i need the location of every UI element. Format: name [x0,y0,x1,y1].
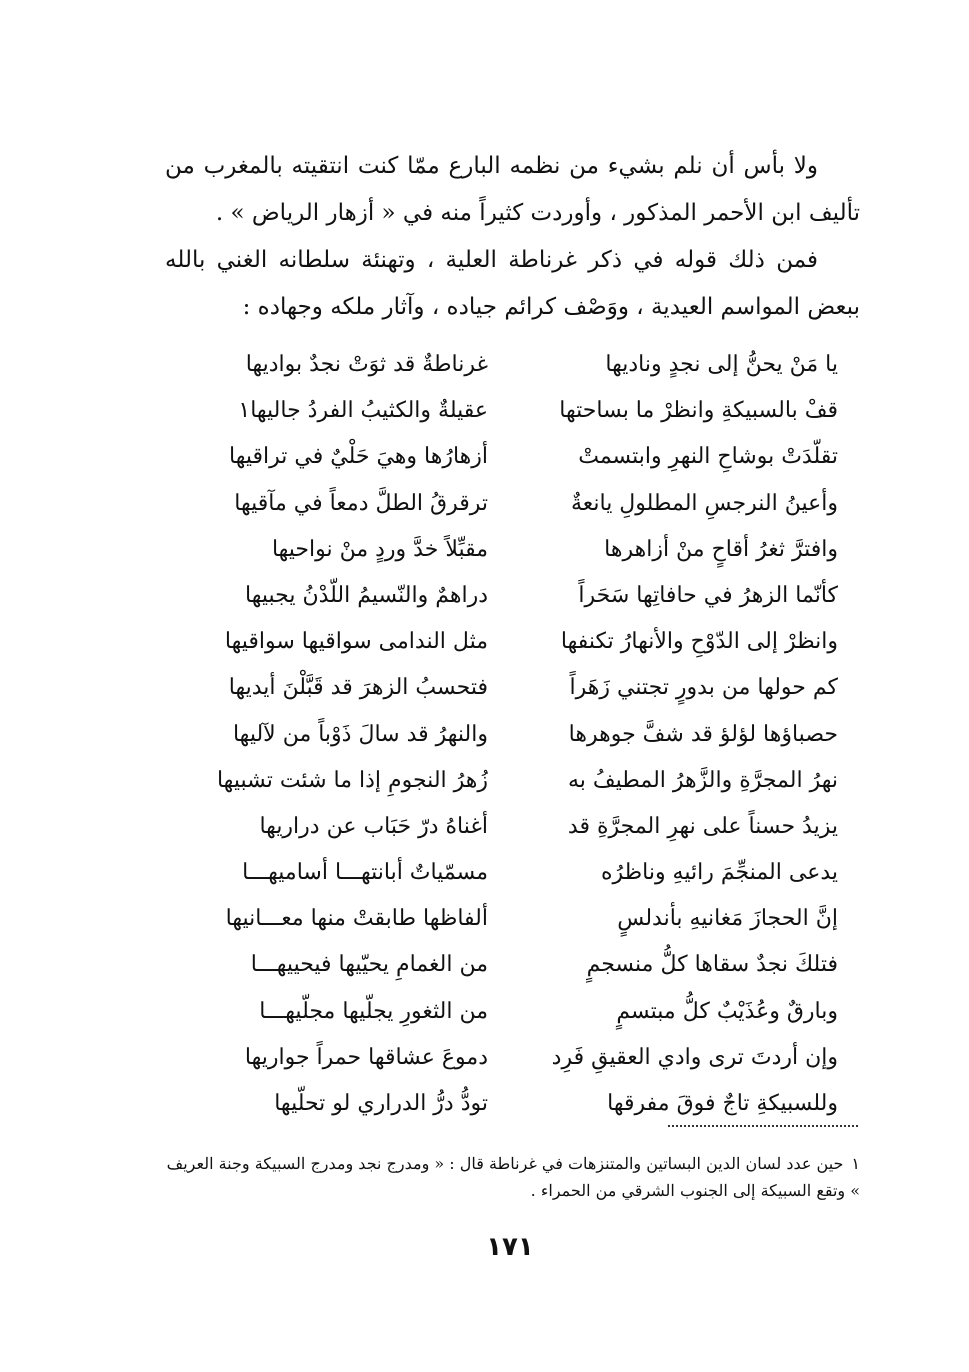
footnote-separator [668,1125,858,1127]
verse-first-hemistich: إنَّ الحجازَ مَغانيهِ بأندلسٍ [617,906,838,932]
verse-first-hemistich: يا مَنْ يحنُّ إلى نجدٍ وناديها [605,352,838,377]
verse-second-hemistich: دموعَ عشاقها حمراً جواريها [244,1044,488,1070]
poem-verse [165,481,860,527]
verse-first-hemistich: نهرُ المجرَّةِ والزَّهرُ المطيفُ به [567,767,838,793]
poem-verse [165,665,860,711]
poem-verse [165,1081,860,1127]
verse-second-hemistich: فتحسبُ الزهرَ قد قَبَّلْنَ أيديها [228,675,488,701]
poem-verse [165,896,860,942]
verse-first-hemistich: يدعى المنجِّمَ رائيهِ وناظرُه [600,860,838,886]
verse-second-hemistich: والنهرُ قد سالَ ذَوْباً من لآليها [232,721,488,747]
verse-second-hemistich: دراهمٌ والنّسيمُ اللّدْنُ يجبيها [245,582,488,608]
verse-second-hemistich: ترقرقُ الطلَّ دمعاً في مآقيها [234,490,488,516]
verse-first-hemistich: حصباؤها لؤلؤ قد شفَّ جوهرها [568,721,838,747]
verse-first-hemistich: فتلكَ نجدٌ سقاها كلُّ منسجمٍ [586,952,838,978]
verse-second-hemistich: مثل الندامى سواقيها سواقيها [224,629,488,655]
verse-second-hemistich: زُهرُ النجومِ إذا ما شئت تشبيها [216,767,488,793]
verse-second-hemistich: مقبِّلاً خدَّ وردٍ منْ نواحيها [271,536,488,562]
verse-first-hemistich: قفْ بالسبيكةِ وانظرْ ما بساحتها [559,398,838,424]
verse-first-hemistich: وافترَّ ثغرُ أقاحٍ منْ أزاهرها [604,536,838,562]
poem-verse [165,712,860,758]
poem-verse [165,850,860,896]
verse-second-hemistich: ألفاظها طابقتْ منها معـــانيها [225,906,488,932]
poem-verse [165,1035,860,1081]
intro-paragraph [165,143,860,237]
verse-second-hemistich: من الثغورِ يجلّيها مجلّيهـــا [259,998,488,1024]
verse-second-hemistich: غرناطةٌ قد ثوَتْ نجدٌ بواديها [245,352,488,377]
poem-verse [165,388,860,434]
verse-second-hemistich: عقيلةٌ والكثيبُ الفردُ جاليها١ [238,398,488,424]
verse-second-hemistich: مسمّياتٌ أبانتهـــا أساميهـــا [242,860,488,886]
poem-verse [165,758,860,804]
verse-first-hemistich: وأعينُ النرجسِ المطلولِ يانعةٌ [570,490,838,516]
page-number: ١٧١ [486,1232,534,1262]
paragraph-text: ولا بأس أن نلم بشيء من نظمه البارع ممّا كنت انتقيته بالمغرب من تأليف ابن الأحمر المذكور ، وأوردت كثيراً منه في « أزهار الرياض » . [165,153,860,226]
verse-second-hemistich: من الغمامِ يحيّيها فيحييهـــا [250,952,488,978]
poem-verse [165,573,860,619]
verse-second-hemistich: أغناهُ درّ حَبَاب عن دراريها [259,813,488,839]
verse-first-hemistich: وبارقٌ وعُذَيْبٌ كلُّ مبتسمٍ [616,998,838,1024]
poem-verse [165,527,860,573]
poem-verse [165,804,860,850]
paragraph-text: فمن ذلك قوله في ذكر غرناطة العلية ، وتهنئة سلطانه الغني بالله ببعض المواسم العيدية ، ووَصْف كرائم جياده ، وآثار ملكه وجهاده : [165,247,860,320]
verse-first-hemistich: كأنّما الزهرُ في حافاتِها سَحَراً [578,582,838,608]
poem-introduction-paragraph [165,237,860,331]
footnote-text: حين عدد لسان الدين البساتين والمتنزهات في غرناطة قال : « ومدرج نجد ومدرج السبيكة وجنة العريف » وتقع السبيكة إلى الجنوب الشرقي من الحمراء . [166,1154,860,1200]
footnote [160,1150,860,1204]
verse-second-hemistich: تودُّ درُّ الدراري لو تحلّيها [274,1091,488,1116]
verse-first-hemistich: يزيدُ حسناً على نهرِ المجرَّةِ قد [567,813,838,839]
footnote-number: ١ [851,1154,860,1173]
verse-second-hemistich: أزهارُها وهيَ حَلْيٌ في تراقيها [229,444,488,470]
poem-verse [165,434,860,480]
verse-first-hemistich: وإن أردتَ ترى وادي العقيقِ فَرِد [551,1044,838,1070]
poem-verse [165,619,860,665]
poem-verse [165,942,860,988]
verse-first-hemistich: وانظرْ إلى الدّوْحِ والأنهارُ تكنفها [560,629,838,655]
poem [165,342,860,1127]
verse-first-hemistich: تقلّدَتْ بوشاحِ النهرِ وابتسمتْ [578,444,838,470]
poem-verse [165,989,860,1035]
verse-first-hemistich: وللسبيكةِ تاجٌ فوقَ مفرقها [607,1091,838,1116]
poem-verse [165,342,860,388]
verse-first-hemistich: كم حولها من بدورٍ تجتني زَهَراً [569,675,838,701]
